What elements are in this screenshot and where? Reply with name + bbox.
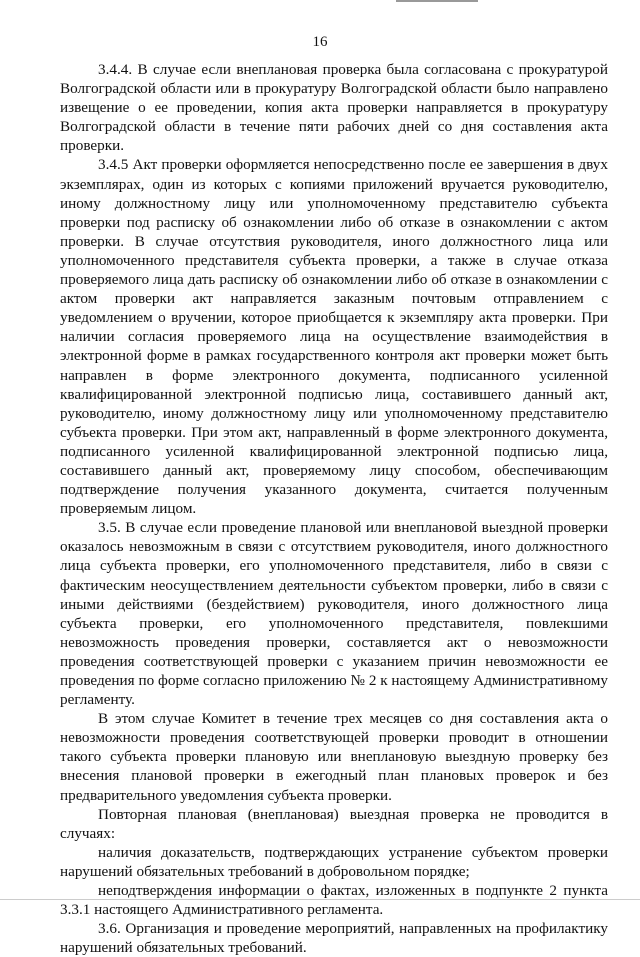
scan-bottom-edge [0, 899, 640, 900]
paragraph-3-4-4: 3.4.4. В случае если внеплановая проверка была согласована с прокуратурой Волгоградской области или в прокуратуру Волгоградской области было направлено извещение о ее проведении, копия акта проверки направляется в прокуратуру Волгоградской области в течение пяти рабочих дней со дня составления акта проверки. [60, 61, 608, 155]
page-number: 16 [312, 34, 328, 50]
paragraph-3-5: 3.5. В случае если проведение плановой или внеплановой выездной проверки оказалось невозможным в связи с отсутствием руководителя, иного должностного лица субъекта проверки, его уполномоченного представителя, либо в связи с фактическим неосуществлением деятельности субъектом проверки, либо в связи с иными действиями (бездействием) руководителя, иного должностного лица субъекта проверки, его уполномоченного представителя, повлекшими невозможность проведения проверки, составляется акт о невозможности проведения соответствующей проверки с указанием причин невозможности ее проведения по форме согласно приложению № 2 к настоящему Административному регламенту. [60, 519, 608, 709]
paragraph-3-4-5: 3.4.5 Акт проверки оформляется непосредственно после ее завершения в двух экземплярах, один из которых с копиями приложений вручается руководителю, иному должностному лицу или уполномоченному представителю субъекта проверки под расписку об ознакомлении либо об отказе в ознакомлении с актом проверки. В случае отсутствия руководителя, иного должностного лица или уполномоченного представителя субъекта проверки, а также в случае отказа проверяемого лица дать расписку об ознакомлении либо об отказе в ознакомлении с актом проверки акт направляется заказным почтовым отправлением с уведомлением о вручении, которое приобщается к экземпляру акта проверки. При наличии согласия проверяемого лица на осуществление взаимодействия в электронной форме в рамках государственного контроля акт проверки может быть направлен в форме электронного документа, подписанного усиленной квалифицированной электронной подписью лица, составившего данный акт, руководителю, иному должностному лицу или уполномоченному представителю субъекта проверки. При этом акт, направленный в форме электронного документа, подписанного усиленной квалифицированной электронной подписью лица, составившего данный акт, проверяемому лицу способом, обеспечивающим подтверждение получения указанного документа, считается полученным проверяемым лицом. [60, 156, 608, 518]
paragraph-case-evidence: наличия доказательств, подтверждающих устранение субъектом проверки нарушений обязательных требований в добровольном порядке; [60, 843, 608, 880]
document-body [60, 60, 608, 957]
paragraph-repeat-inspection: В этом случае Комитет в течение трех месяцев со дня составления акта о невозможности проведения соответствующей проверки проводит в отношении такого субъекта проверки плановую или внеплановую выездную проверку без внесения плановой проверки в ежегодный план плановых проверок и без предварительного уведомления субъекта проверки. [60, 710, 608, 804]
paragraph-no-repeat: Повторная плановая (внеплановая) выездная проверка не проводится в случаях: [60, 805, 608, 842]
scan-top-line [396, 0, 478, 2]
paragraph-case-unconfirmed: неподтверждения информации о фактах, изложенных в подпункте 2 пункта 3.3.1 настоящего Административного регламента. [60, 882, 608, 919]
paragraph-3-6: 3.6. Организация и проведение мероприятий, направленных на профилактику нарушений обязательных требований. [60, 920, 608, 957]
